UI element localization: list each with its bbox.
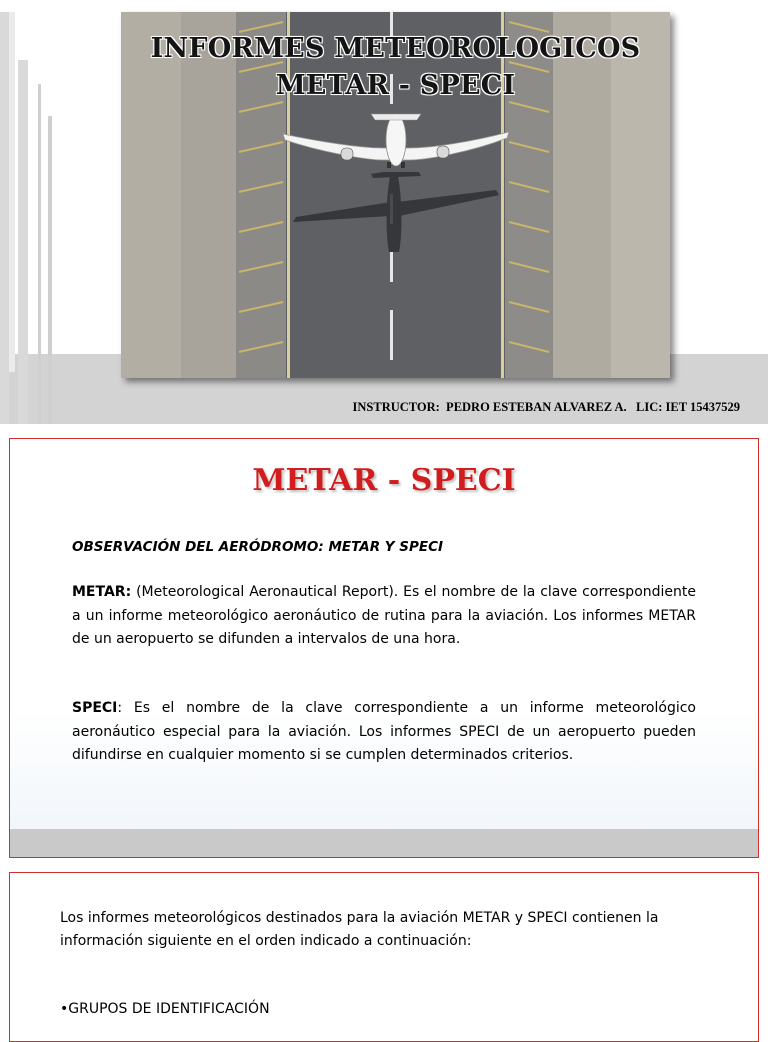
- speci-definition: [72, 697, 696, 768]
- decorative-bar: [48, 116, 52, 424]
- bullet-identification-groups: •GRUPOS DE IDENTIFICACIÓN: [60, 1001, 270, 1017]
- decorative-bar: [0, 12, 9, 424]
- presentation-title-line-1: INFORMES METEOROLOGICOS: [150, 33, 641, 64]
- section-subheading: [72, 539, 443, 555]
- speci-text: : Es el nombre de la clave correspondiente a un informe meteorológico aeronáutico especial para la aviación. Los informes SPECI de un aeropuerto pueden difundirse en cualquier momento si se cumplen determinados criterios.: [72, 700, 696, 763]
- intro-paragraph: Los informes meteorológicos destinados para la aviación METAR y SPECI contienen la información siguiente en el orden indicado a continuación:: [60, 910, 659, 949]
- decorative-bar: [9, 12, 15, 372]
- decorative-bar: [38, 84, 41, 424]
- slide-title: METAR - SPECI: [252, 463, 516, 498]
- subheading-italic: OBSERVACIÓN DEL AERÓDROMO: [72, 539, 319, 555]
- subheading-rest: : METAR Y SPECI: [318, 539, 444, 555]
- runway-photo: [121, 12, 670, 378]
- speci-label: SPECI: [72, 700, 118, 716]
- airplane-over-runway-image: [121, 12, 670, 378]
- presentation-title-line-2: METAR - SPECI: [275, 70, 516, 101]
- metar-text: (Meteorological Aeronautical Report). Es el nombre de la clave correspondiente a un informe meteorológico aeronáutico de rutina para la aviación. Los informes METAR de un aeropuerto se difunden a intervalos de una hora.: [72, 584, 696, 647]
- title-slide: [0, 0, 768, 424]
- instructor-credit: INSTRUCTOR: PEDRO ESTEBAN ALVAREZ A. LIC: IET 15437529: [352, 400, 740, 414]
- metar-speci-slide: [9, 438, 759, 858]
- metar-label: METAR:: [72, 584, 132, 600]
- metar-definition: [72, 581, 696, 652]
- slide-footer-band: [10, 829, 758, 857]
- report-contents-slide: [9, 872, 759, 1042]
- decorative-bar: [18, 60, 28, 424]
